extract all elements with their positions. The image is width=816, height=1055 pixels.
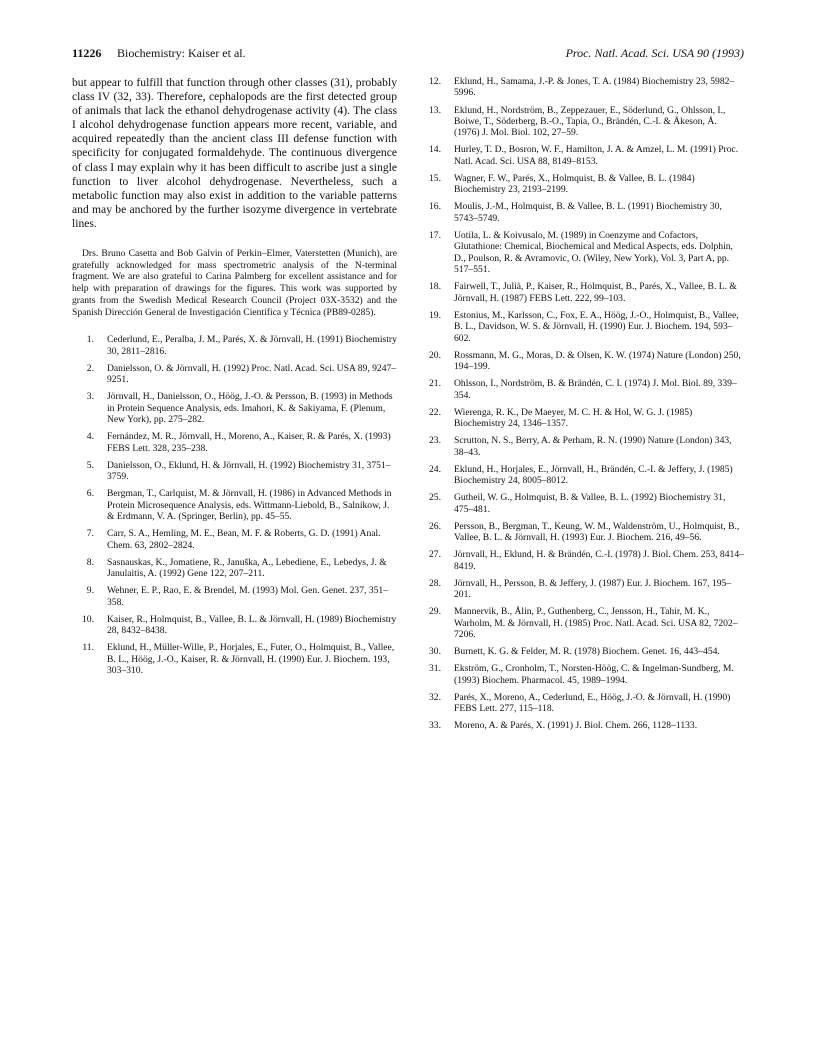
reference-number: 27.: [429, 549, 441, 561]
reference-number: 28.: [429, 577, 441, 589]
reference-item: [419, 492, 744, 515]
reference-number: 1.: [86, 334, 94, 346]
reference-number: 8.: [86, 556, 94, 568]
reference-number: 20.: [429, 349, 441, 361]
reference-item: [72, 460, 397, 483]
reference-item: [72, 528, 397, 551]
reference-item: [419, 281, 744, 304]
reference-text: Uotila, L. & Koivusalo, M. (1989) in Coenzyme and Cofactors, Glutathione: Chemical, Biochemical and Medical Aspects, eds. Dolphin, D., Poulson, R. & Avramovic, O. (Wiley, New York), Vol. 3, Part A, pp. 517–551.: [454, 229, 733, 276]
reference-number: 26.: [429, 520, 441, 532]
reference-text: Eklund, H., Horjales, E., Jörnvall, H., Brändén, C.-I. & Jeffery, J. (1985) Biochemistry 24, 8005–8012.: [454, 463, 733, 487]
reference-text: Jörnvall, H., Persson, B. & Jeffery, J. (1987) Eur. J. Biochem. 167, 195–201.: [454, 577, 732, 601]
reference-item: [419, 606, 744, 640]
reference-number: 32.: [429, 691, 441, 703]
journal-reference: Proc. Natl. Acad. Sci. USA 90 (1993): [565, 46, 744, 60]
reference-text: Moreno, A. & Parés, X. (1991) J. Biol. Chem. 266, 1128–1133.: [454, 720, 698, 732]
reference-text: Estonius, M., Karlsson, C., Fox, E. A., Höög, J.-O., Holmquist, B., Vallee, B. L., Davidson, W. S. & Jörnvall, H. (1990) Eur. J. Biochem. 194, 593–602.: [454, 309, 739, 344]
reference-text: Wehner, E. P., Rao, E. & Brendel, M. (1993) Mol. Gen. Genet. 237, 351–358.: [107, 585, 389, 608]
reference-item: [72, 391, 397, 425]
reference-number: 25.: [429, 492, 441, 504]
reference-item: [419, 310, 744, 344]
reference-number: 29.: [429, 606, 441, 618]
page-number: 11226: [72, 46, 102, 60]
reference-item: [419, 578, 744, 601]
reference-text: Persson, B., Bergman, T., Keung, W. M., Waldenström, U., Holmquist, B., Vallee, B. L. & Jörnvall, H. (1993) Eur. J. Biochem. 216, 49–56.: [454, 520, 740, 544]
reference-text: Ekström, G., Cronholm, T., Norsten-Höög, C. & Ingelman-Sundberg, M. (1993) Biochem. Pharmacol. 45, 1989–1994.: [454, 663, 734, 686]
reference-number: 16.: [429, 201, 441, 213]
reference-item: [419, 435, 744, 458]
reference-text: Hurley, T. D., Bosron, W. F., Hamilton, J. A. & Amzel, L. M. (1991) Proc. Natl. Acad. Sci. USA 88, 8149–8153.: [454, 144, 739, 167]
reference-number: 23.: [429, 435, 441, 447]
reference-item: [419, 521, 744, 544]
reference-number: 33.: [429, 720, 441, 732]
reference-item: [419, 230, 744, 276]
reference-text: Danielsson, O., Eklund, H. & Jörnvall, H. (1992) Biochemistry 31, 3751–3759.: [107, 459, 391, 483]
reference-item: [72, 557, 397, 580]
reference-text: Fairwell, T., Julià, P., Kaiser, R., Holmquist, B., Parés, X., Vallee, B. L. & Jörnvall, H. (1987) FEBS Lett. 222, 99–103.: [454, 281, 737, 304]
reference-text: Carr, S. A., Hemling, M. E., Bean, M. F. & Roberts, G. D. (1991) Anal. Chem. 63, 2802–2824.: [107, 528, 381, 551]
reference-number: 18.: [429, 281, 441, 293]
reference-list-right: [419, 76, 744, 732]
reference-text: Burnett, K. G. & Felder, M. R. (1978) Biochem. Genet. 16, 443–454.: [454, 646, 720, 658]
reference-number: 12.: [429, 76, 441, 87]
reference-number: 17.: [429, 229, 441, 241]
reference-number: 7.: [86, 528, 94, 540]
reference-item: [419, 201, 744, 224]
reference-item: [419, 173, 744, 196]
reference-number: 5.: [86, 459, 94, 471]
reference-number: 19.: [429, 309, 441, 321]
reference-number: 11.: [82, 642, 94, 654]
reference-text: Bergman, T., Carlquist, M. & Jörnvall, H. (1986) in Advanced Methods in Protein Microsequence Analysis, eds. Wittmann-Liebold, B., Salnikow, J. & Erdmann, V. A. (Springer, Berlin), pp. 45–55.: [107, 488, 392, 523]
reference-item: [419, 549, 744, 572]
reference-item: [419, 692, 744, 715]
reference-item: [72, 488, 397, 522]
reference-item: [72, 642, 397, 676]
reference-text: Jörnvall, H., Eklund, H. & Brändén, C.-I. (1978) J. Biol. Chem. 253, 8414–8419.: [454, 549, 744, 572]
reference-text: Gutheil, W. G., Holmquist, B. & Vallee, B. L. (1992) Biochemistry 31, 475–481.: [454, 492, 726, 515]
running-header: [72, 46, 744, 64]
reference-number: 21.: [429, 378, 441, 390]
reference-text: Wagner, F. W., Parés, X., Holmquist, B. & Vallee, B. L. (1984) Biochemistry 23, 2193–2199.: [454, 172, 695, 196]
reference-text: Wierenga, R. K., De Maeyer, M. C. H. & Hol, W. G. J. (1985) Biochemistry 24, 1346–1357.: [454, 406, 693, 430]
reference-item: [419, 105, 744, 139]
reference-number: 13.: [429, 104, 441, 116]
reference-number: 22.: [429, 406, 441, 418]
reference-number: 6.: [86, 488, 94, 500]
reference-number: 31.: [429, 663, 441, 675]
reference-item: [419, 663, 744, 686]
reference-text: Moulis, J.-M., Holmquist, B. & Vallee, B. L. (1991) Biochemistry 30, 5743–5749.: [454, 201, 722, 224]
reference-item: [72, 431, 397, 454]
journal-author: Biochemistry: Kaiser et al.: [117, 46, 246, 60]
reference-text: Ohlsson, I., Nordström, B. & Brändén, C. I. (1974) J. Mol. Biol. 89, 339–354.: [454, 378, 737, 401]
reference-text: Cederlund, E., Peralba, J. M., Parés, X. & Jörnvall, H. (1991) Biochemistry 30, 2811–2816.: [107, 334, 397, 357]
reference-item: [72, 614, 397, 637]
acknowledgment: Drs. Bruno Casetta and Bob Galvin of Perkin–Elmer, Vaterstetten (Munich), are gratefully acknowledged for mass spectrometric analysis of the N-terminal fragment. We are also grateful to Carina Palmberg for excellent assistance and for help with preparation of drawings for the figures. This work was supported by grants from the Swedish Medical Research Council (Project 03X-3532) and the Spanish Dirección General de Investigación Científica y Técnica (PB89-0285).: [72, 248, 397, 318]
right-column: [419, 76, 744, 737]
reference-text: Scrutton, N. S., Berry, A. & Perham, R. N. (1990) Nature (London) 343, 38–43.: [454, 435, 732, 458]
reference-text: Eklund, H., Müller-Wille, P., Horjales, E., Futer, O., Holmquist, B., Vallee, B. L., Höög, J.-O., Kaiser, R. & Jörnvall, H. (1990) Eur. J. Biochem. 193, 303–310.: [107, 642, 395, 677]
reference-text: Rossmann, M. G., Moras, D. & Olsen, K. W. (1974) Nature (London) 250, 194–199.: [454, 349, 741, 373]
reference-text: Kaiser, R., Holmquist, B., Vallee, B. L. & Jörnvall, H. (1989) Biochemistry 28, 8432–8438.: [107, 613, 397, 637]
reference-item: [419, 144, 744, 167]
reference-text: Mannervik, B., Ålin, P., Guthenberg, C., Jensson, H., Tahir, M. K., Warholm, M. & Jörnvall, H. (1985) Proc. Natl. Acad. Sci. USA 82, 7202–7206.: [454, 606, 738, 641]
reference-number: 15.: [429, 172, 441, 184]
reference-item: [72, 363, 397, 386]
reference-number: 10.: [82, 613, 94, 625]
reference-item: [419, 646, 744, 657]
body-paragraph: but appear to fulfill that function through other classes (31), probably class IV (32, 33). Therefore, cephalopods are the first detected group of animals that lack the ethanol dehydrogenase activity (4). The class I alcohol dehydrogenase function appears more recent, variable, and acquired repeatedly than the ancient class III defense function with specificity for conjugated formaldehyde. The continuous divergence of class I may explain why it has been difficult to ascribe just a single function to liver alcohol dehydrogenase. Nevertheless, such a metabolic function may also exist in addition to the variable patterns and may be anchored by the further isozyme divergence in vertebrate lines.: [72, 76, 397, 230]
reference-number: 24.: [429, 463, 441, 475]
reference-list-left: [72, 334, 397, 676]
reference-text: Eklund, H., Samama, J.-P. & Jones, T. A. (1984) Biochemistry 23, 5982–5996.: [454, 76, 735, 99]
reference-item: [72, 585, 397, 608]
reference-number: 9.: [86, 585, 94, 597]
reference-item: [72, 334, 397, 357]
reference-text: Eklund, H., Nordström, B., Zeppezauer, E., Söderlund, G., Ohlsson, I., Boiwe, T., Söderberg, B.-O., Tapia, O., Brändén, C.-I. & Åkeson, Å. (1976) J. Mol. Biol. 102, 27–59.: [454, 104, 726, 139]
reference-item: [419, 378, 744, 401]
reference-number: 3.: [86, 391, 94, 403]
reference-text: Sasnauskas, K., Jomatiene, R., Januška, A., Lebediene, E., Lebedys, J. & Janulaitis, A. (1992) Gene 122, 207–211.: [107, 556, 387, 580]
reference-item: [419, 76, 744, 99]
reference-number: 14.: [429, 144, 441, 156]
reference-item: [419, 350, 744, 373]
reference-item: [419, 720, 744, 731]
reference-text: Jörnvall, H., Danielsson, O., Höög, J.-O. & Persson, B. (1993) in Methods in Protein Sequence Analysis, eds. Imahori, K. & Sakiyama, F. (Plenum, New York), pp. 275–282.: [107, 391, 393, 426]
reference-text: Fernández, M. R., Jörnvall, H., Moreno, A., Kaiser, R. & Parés, X. (1993) FEBS Lett. 328, 235–238.: [107, 431, 391, 454]
reference-item: [419, 407, 744, 430]
reference-number: 2.: [86, 362, 94, 374]
reference-text: Danielsson, O. & Jörnvall, H. (1992) Proc. Natl. Acad. Sci. USA 89, 9247–9251.: [107, 362, 397, 386]
reference-text: Parés, X., Moreno, A., Cederlund, E., Höög, J.-O. & Jörnvall, H. (1990) FEBS Lett. 277, 115–118.: [454, 691, 731, 715]
reference-number: 4.: [86, 431, 94, 443]
left-column: [72, 76, 397, 682]
reference-item: [419, 464, 744, 487]
reference-number: 30.: [429, 646, 441, 658]
